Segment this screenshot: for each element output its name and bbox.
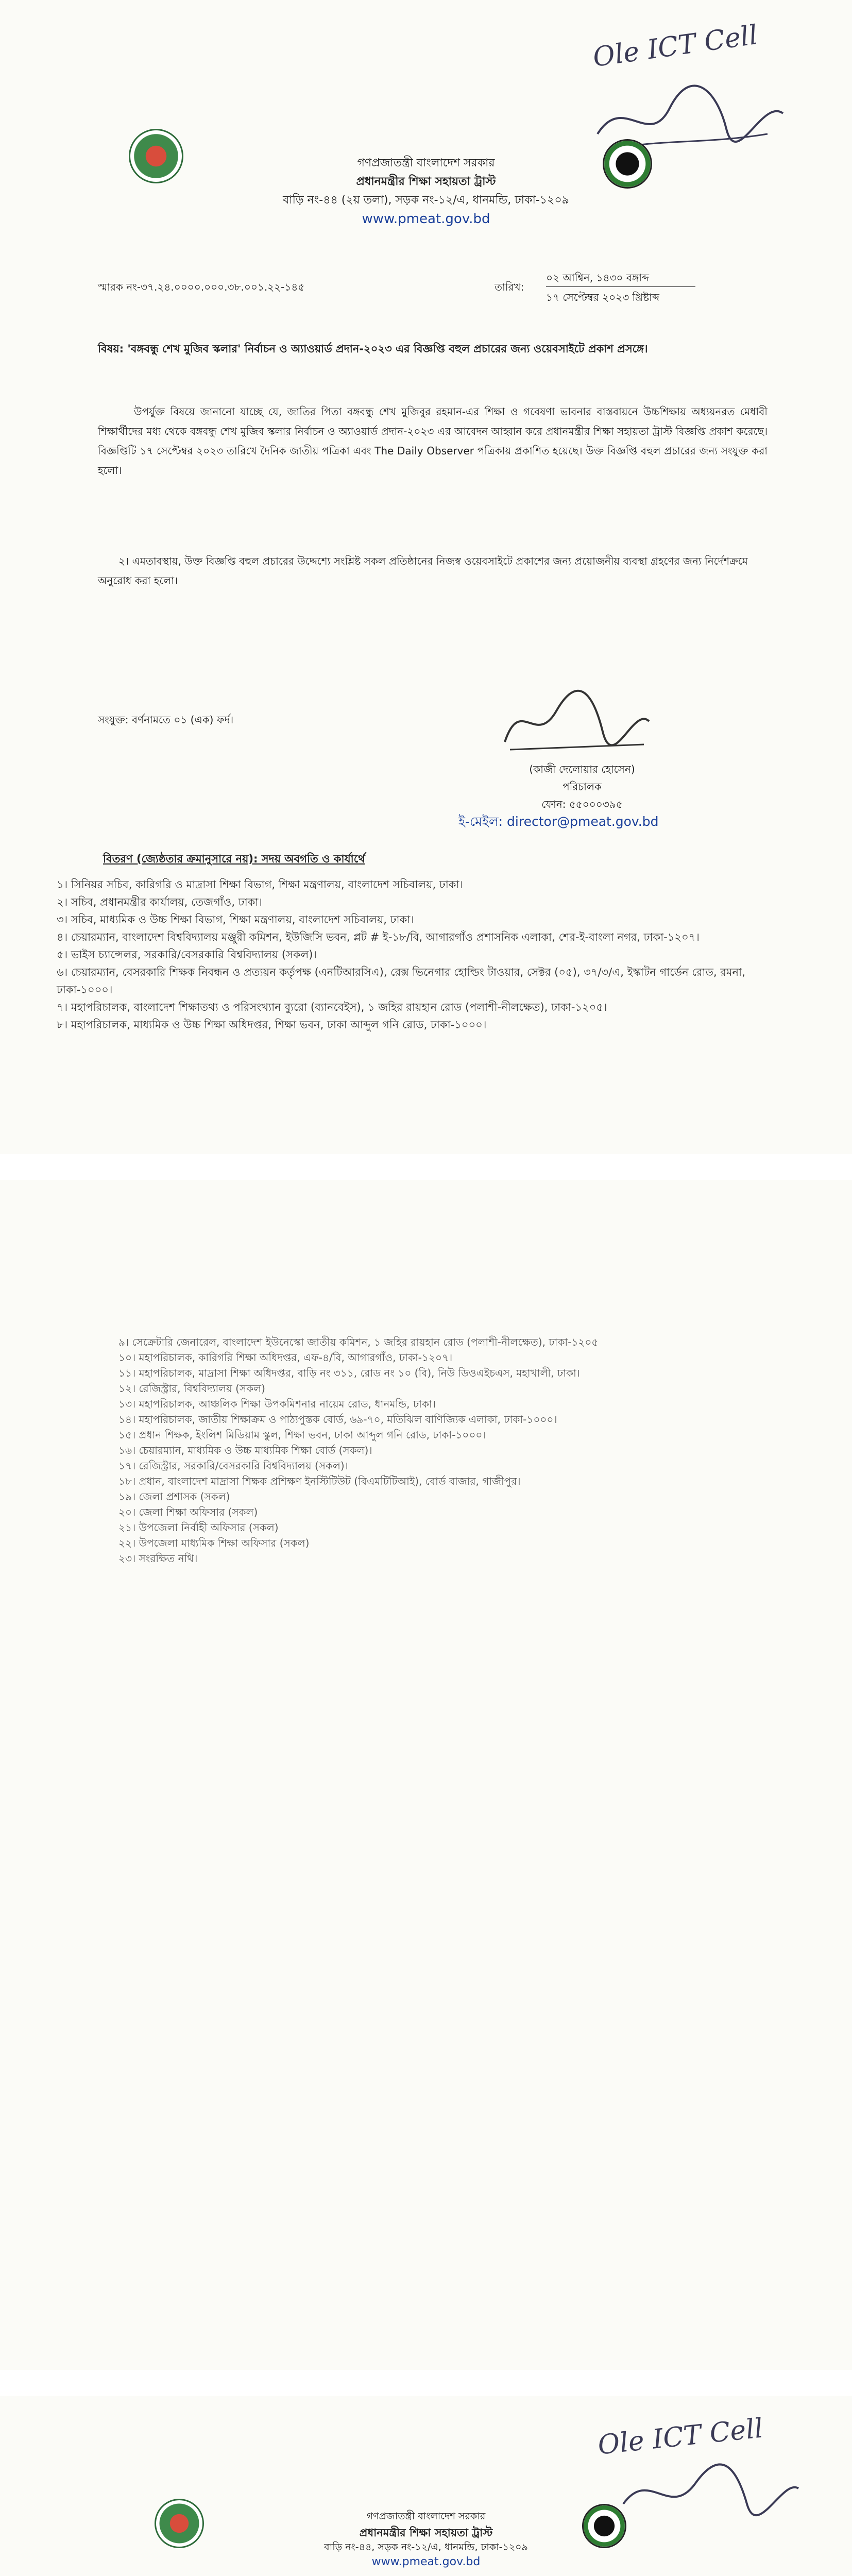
list-item: ২২। উপজেলা মাধ্যমিক শিক্ষা অফিসার (সকল) bbox=[118, 1537, 310, 1549]
list-item: ১৪। মহাপরিচালক, জাতীয় শিক্ষাক্রম ও পাঠ্যপুস্তক বোর্ড, ৬৯-৭০, মতিঝিল বাণিজ্যিক এলাকা, ঢাকা-১০০০। bbox=[118, 1413, 557, 1426]
list-item: ৯। সেক্রেটারি জেনারেল, বাংলাদেশ ইউনেস্কো জাতীয় কমিশন, ১ জহির রায়হান রোড (পলাশী-নীলক্ষেত), ঢাকা-১২০৫ bbox=[118, 1336, 599, 1348]
page-1 bbox=[0, 0, 852, 1154]
list-item: ১৯। জেলা প্রশাসক (সকল) bbox=[118, 1490, 230, 1503]
signatory-name: (কাজী দেলোয়ার হোসেন) bbox=[529, 763, 635, 775]
signatory-title: পরিচালক bbox=[563, 781, 602, 793]
distribution-list-continued bbox=[118, 1334, 788, 1566]
gov-name: গণপ্রজাতন্ত্রী বাংলাদেশ সরকার bbox=[366, 2511, 486, 2522]
list-item: ৪। চেয়ারম্যান, বাংলাদেশ বিশ্ববিদ্যালয় মঞ্জুরী কমিশন, ইউজিসি ভবন, প্লট # ই-১৮/বি, আগারগাঁও প্রশাসনিক এলাকা, শের-ই-বাংলা নগর, ঢাকা-১২০৭। bbox=[57, 931, 700, 943]
signatory-email[interactable]: ই-মেইল: director@pmeat.gov.bd bbox=[458, 814, 659, 829]
handwritten-note: Ole ICT Cell bbox=[591, 19, 760, 74]
list-item: ২১। উপজেলা নির্বাহী অফিসার (সকল) bbox=[118, 1521, 279, 1534]
memo-number: স্মারক নং-৩৭.২৪.০০০০.০০০.৩৮.০০১.২২-১৪৫ bbox=[98, 281, 305, 293]
office-address: বাড়ি নং-৪৪ (২য় তলা), সড়ক নং-১২/এ, ধানমন্ডি, ঢাকা-১২০৯ bbox=[283, 194, 569, 207]
attachment-note: সংযুক্ত: বর্ণনামতে ০১ (এক) ফর্দ। bbox=[98, 714, 234, 726]
date-english: ১৭ সেপ্টেম্বর ২০২৩ খ্রিষ্টাব্দ bbox=[546, 291, 659, 303]
paragraph-2: ২। এমতাবস্থায়, উক্ত বিজ্ঞপ্তি বহুল প্রচারের উদ্দেশ্যে সংশ্লিষ্ট সকল প্রতিষ্ঠানের নিজস্ব ওয়েবসাইটে প্রকাশের জন্য প্রয়োজনীয় ব্যবস্থা গ্রহণের জন্য নির্দেশক্রমে অনুরোধ করা হলো। bbox=[98, 555, 748, 587]
office-address: বাড়ি নং-৪৪, সড়ক নং-১২/এ, ধানমন্ডি, ঢাকা-১২০৯ bbox=[324, 2541, 528, 2553]
paragraph-1: উপর্যুক্ত বিষয়ে জানানো যাচ্ছে যে, জাতির পিতা বঙ্গবন্ধু শেখ মুজিবুর রহমান-এর শিক্ষা ও গবেষণা ভাবনার বাস্তবায়নে উচ্চশিক্ষায় অধ্যয়নরত মেধাবী শিক্ষার্থীদের মধ্য থেকে বঙ্গবন্ধু শেখ মুজিব স্কলার নির্বাচন ও অ্যাওয়ার্ড প্রদান-২০২৩ এর আবেদন আহ্বান করে প্রধানমন্ত্রীর শিক্ষা সহায়তা ট্রাস্ট বিজ্ঞপ্তি প্রকাশ করেছে। বিজ্ঞপ্তিটি ১৭ সেপ্টেম্বর ২০২৩ তারিখে দৈনিক জাতীয় পত্রিকা এবং The Daily Observer পত্রিকায় প্রকাশিত হয়েছে। উক্ত বিজ্ঞপ্তি বহুল প্রচারের জন্য সংযুক্ত করা হলো। bbox=[98, 405, 768, 477]
page-3 bbox=[0, 2396, 852, 2576]
list-item: ১৭। রেজিস্ট্রার, সরকারি/বেসরকারি বিশ্ববিদ্যালয় (সকল)। bbox=[118, 1460, 348, 1472]
office-name: প্রধানমন্ত্রীর শিক্ষা সহায়তা ট্রাস্ট bbox=[359, 2527, 493, 2539]
list-item: ২০। জেলা শিক্ষা অফিসার (সকল) bbox=[118, 1506, 258, 1518]
list-item: ১৩। মহাপরিচালক, আঞ্চলিক শিক্ষা উপকমিশনার নায়েম রোড, ধানমন্ডি, ঢাকা। bbox=[118, 1398, 436, 1410]
signatory-phone: ফোন: ৫৫০০০৩৯৫ bbox=[541, 798, 623, 810]
list-item: ৬। চেয়ারম্যান, বেসরকারি শিক্ষক নিবন্ধন ও প্রত্যয়ন কর্তৃপক্ষ (এনটিআরসিএ), রেক্স ভিনেগার হোল্ডিং টাওয়ার, সেক্টর (০৫), ৩৭/৩/এ, ইস্কাটন গার্ডেন রোড, রমনা, ঢাকা-১০০০। bbox=[57, 966, 745, 996]
distribution-title: বিতরণ (জ্যেষ্ঠতার ক্রমানুসারে নয়): সদয় অবগতি ও কার্যার্থে bbox=[103, 853, 365, 865]
list-item: ২৩। সংরক্ষিত নথি। bbox=[118, 1552, 198, 1565]
subject: বিষয়: 'বঙ্গবন্ধু শেখ মুজিব স্কলার' নির্বাচন ও অ্যাওয়ার্ড প্রদান-২০২৩ এর বিজ্ঞপ্তি বহুল প্রচারের জন্য ওয়েবসাইটে প্রকাশ প্রসঙ্গে। bbox=[98, 343, 648, 355]
page-2 bbox=[0, 1180, 852, 2370]
date-bangla bbox=[536, 2573, 617, 2576]
list-item: ৭। মহাপরিচালক, বাংলাদেশ শিক্ষাতথ্য ও পরিসংখ্যান ব্যুরো (ব্যানবেইস), ১ জহির রায়হান রোড (পলাশী-নীলক্ষেত), ঢাকা-১২০৫। bbox=[57, 1001, 607, 1013]
director-signature-icon bbox=[495, 680, 659, 757]
list-item: ৩। সচিব, মাধ্যমিক ও উচ্চ শিক্ষা বিভাগ, শিক্ষা মন্ত্রণালয়, বাংলাদেশ সচিবালয়, ঢাকা। bbox=[57, 913, 414, 926]
website-link[interactable]: www.pmeat.gov.bd bbox=[371, 2555, 481, 2568]
list-item: ৫। ভাইস চ্যান্সেলর, সরকারি/বেসরকারি বিশ্ববিদ্যালয় (সকল)। bbox=[57, 948, 317, 961]
list-item: ১। সিনিয়র সচিব, কারিগরি ও মাদ্রাসা শিক্ষা বিভাগ, শিক্ষা মন্ত্রণালয়, বাংলাদেশ সচিবালয়, ঢাকা। bbox=[57, 878, 464, 891]
list-item: ১৮। প্রধান, বাংলাদেশ মাদ্রাসা শিক্ষক প্রশিক্ষণ ইনস্টিটিউট (বিএমটিটিআই), বোর্ড বাজার, গাজীপুর। bbox=[118, 1475, 521, 1487]
date-label: তারিখ: bbox=[495, 281, 524, 293]
website-link[interactable]: www.pmeat.gov.bd bbox=[362, 211, 490, 227]
gov-name: গণপ্রজাতন্ত্রী বাংলাদেশ সরকার bbox=[357, 157, 495, 170]
list-item: ১০। মহাপরিচালক, কারিগরি শিক্ষা অধিদপ্তর, এফ-৪/বি, আগারগাঁও, ঢাকা-১২০৭। bbox=[118, 1351, 453, 1364]
list-item: ১৬। চেয়ারম্যান, মাধ্যমিক ও উচ্চ মাধ্যমিক শিক্ষা বোর্ড (সকল)। bbox=[118, 1444, 372, 1456]
list-item: ১১। মহাপরিচালক, মাদ্রাসা শিক্ষা অধিদপ্তর, বাড়ি নং ৩১১, রোড নং ১০ (বি), নিউ ডিওএইচএস, মহাখালী, ঢাকা। bbox=[118, 1367, 580, 1379]
date-bangla: ০২ আশ্বিন, ১৪৩০ বঙ্গাব্দ bbox=[546, 272, 650, 284]
list-item: ২। সচিব, প্রধানমন্ত্রীর কার্যালয়, তেজগাঁও, ঢাকা। bbox=[57, 896, 262, 908]
list-item: ১২। রেজিস্ট্রার, বিশ্ববিদ্যালয় (সকল) bbox=[118, 1382, 265, 1395]
handwritten-note: Ole ICT Cell bbox=[596, 2413, 765, 2461]
list-item: ৮। মহাপরিচালক, মাধ্যমিক ও উচ্চ শিক্ষা অধিদপ্তর, শিক্ষা ভবন, ঢাকা আব্দুল গনি রোড, ঢাকা-১০০০। bbox=[57, 1019, 487, 1031]
list-item: ১৫। প্রধান শিক্ষক, ইংলিশ মিডিয়াম স্কুল, শিক্ষা ভবন, ঢাকা আব্দুল গনি রোড, ঢাকা-১০০০। bbox=[118, 1429, 486, 1441]
office-name: প্রধানমন্ত্রীর শিক্ষা সহায়তা ট্রাস্ট bbox=[356, 175, 496, 188]
distribution-list bbox=[57, 876, 793, 1033]
